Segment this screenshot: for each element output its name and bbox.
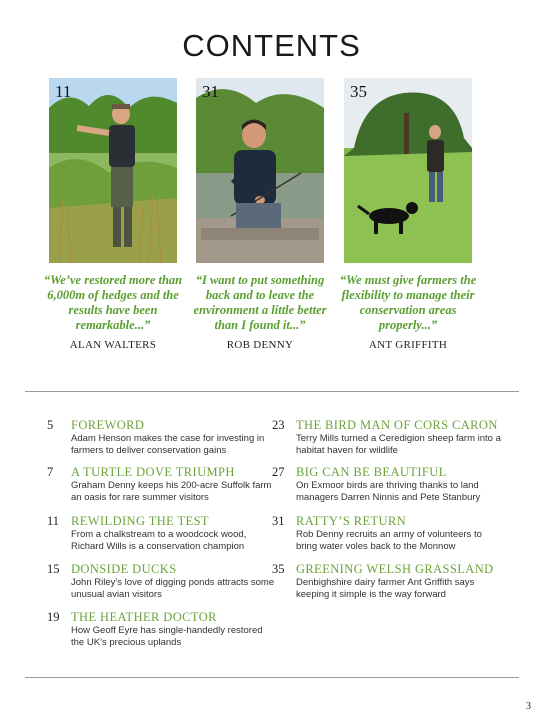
- feature-page-number: 31: [202, 82, 219, 101]
- toc-title: THE BIRD MAN OF CORS CARON: [296, 418, 498, 432]
- toc-description: Graham Denny keeps his 200-acre Suffolk farm an oasis for rare summer visitors: [71, 480, 272, 503]
- page-title: CONTENTS: [182, 28, 361, 63]
- toc-page-number: 5: [47, 418, 54, 432]
- feature-quote-rob-denny: “I want to put something back and to leave the environment a little better than I found it...”: [193, 273, 327, 332]
- feature-page-number: 35: [350, 82, 367, 101]
- toc-title: RATTY’S RETURN: [296, 514, 407, 528]
- feature-quote-ant-griffith: “We must give farmers the flexibility to manage their conservation areas properly...”: [339, 273, 477, 332]
- toc-description: How Geoff Eyre has single-handedly restored the UK’s precious uplands: [71, 625, 263, 648]
- toc-title: GREENING WELSH GRASSLAND: [296, 562, 494, 576]
- toc-page-number: 19: [47, 610, 60, 624]
- toc-title: BIG CAN BE BEAUTIFUL: [296, 465, 447, 479]
- toc-title: THE HEATHER DOCTOR: [71, 610, 217, 624]
- feature-ant-griffith: [344, 78, 472, 263]
- toc-description: John Riley’s love of digging ponds attracts some unusual avian visitors: [71, 577, 275, 600]
- toc-page-number: 31: [272, 514, 285, 528]
- feature-rob-denny: [196, 78, 324, 263]
- feature-alan-walters: [49, 78, 177, 263]
- toc-description: Terry Mills turned a Ceredigion sheep farm into a habitat haven for wildlife: [296, 433, 501, 456]
- divider-top: [25, 391, 519, 392]
- feature-quote-alan-walters: “We’ve restored more than 6,000m of hedges and the results have been remarkable...”: [43, 273, 183, 332]
- toc-title: DONSIDE DUCKS: [71, 562, 177, 576]
- feature-page-number: 11: [55, 82, 72, 101]
- toc-description: On Exmoor birds are thriving thanks to land managers Darren Ninnis and Pete Stanbury: [296, 480, 481, 503]
- feature-name-ant-griffith: ANT GRIFFITH: [368, 339, 448, 351]
- divider-bottom: [25, 677, 519, 678]
- toc-page-number: 35: [272, 562, 285, 576]
- feature-name-rob-denny: ROB DENNY: [226, 339, 294, 351]
- toc-title: A TURTLE DOVE TRIUMPH: [71, 465, 235, 479]
- feature-name-alan-walters: ALAN WALTERS: [69, 339, 157, 351]
- photo-ant-griffith: [344, 78, 472, 263]
- photo-rob-denny: [196, 78, 324, 263]
- toc-page-number: 7: [47, 465, 54, 479]
- toc-description: Denbighshire dairy farmer Ant Griffith says keeping it simple is the way forward: [296, 577, 475, 600]
- toc-description: From a chalkstream to a woodcock wood, Richard Wills is a conservation champion: [71, 529, 247, 552]
- toc-page-number: 23: [272, 418, 285, 432]
- photo-alan-walters: [49, 78, 177, 263]
- toc-page-number: 27: [272, 465, 285, 479]
- toc-page-number: 15: [47, 562, 60, 576]
- toc-page-number: 11: [47, 514, 60, 528]
- toc-description: Adam Henson makes the case for investing in farmers to deliver conservation gains: [71, 433, 265, 456]
- page-folio: 3: [526, 701, 531, 712]
- toc-description: Rob Denny recruits an army of volunteers to bring water voles back to the Monnow: [296, 529, 482, 552]
- toc-title: FOREWORD: [71, 418, 145, 432]
- toc-title: REWILDING THE TEST: [71, 514, 209, 528]
